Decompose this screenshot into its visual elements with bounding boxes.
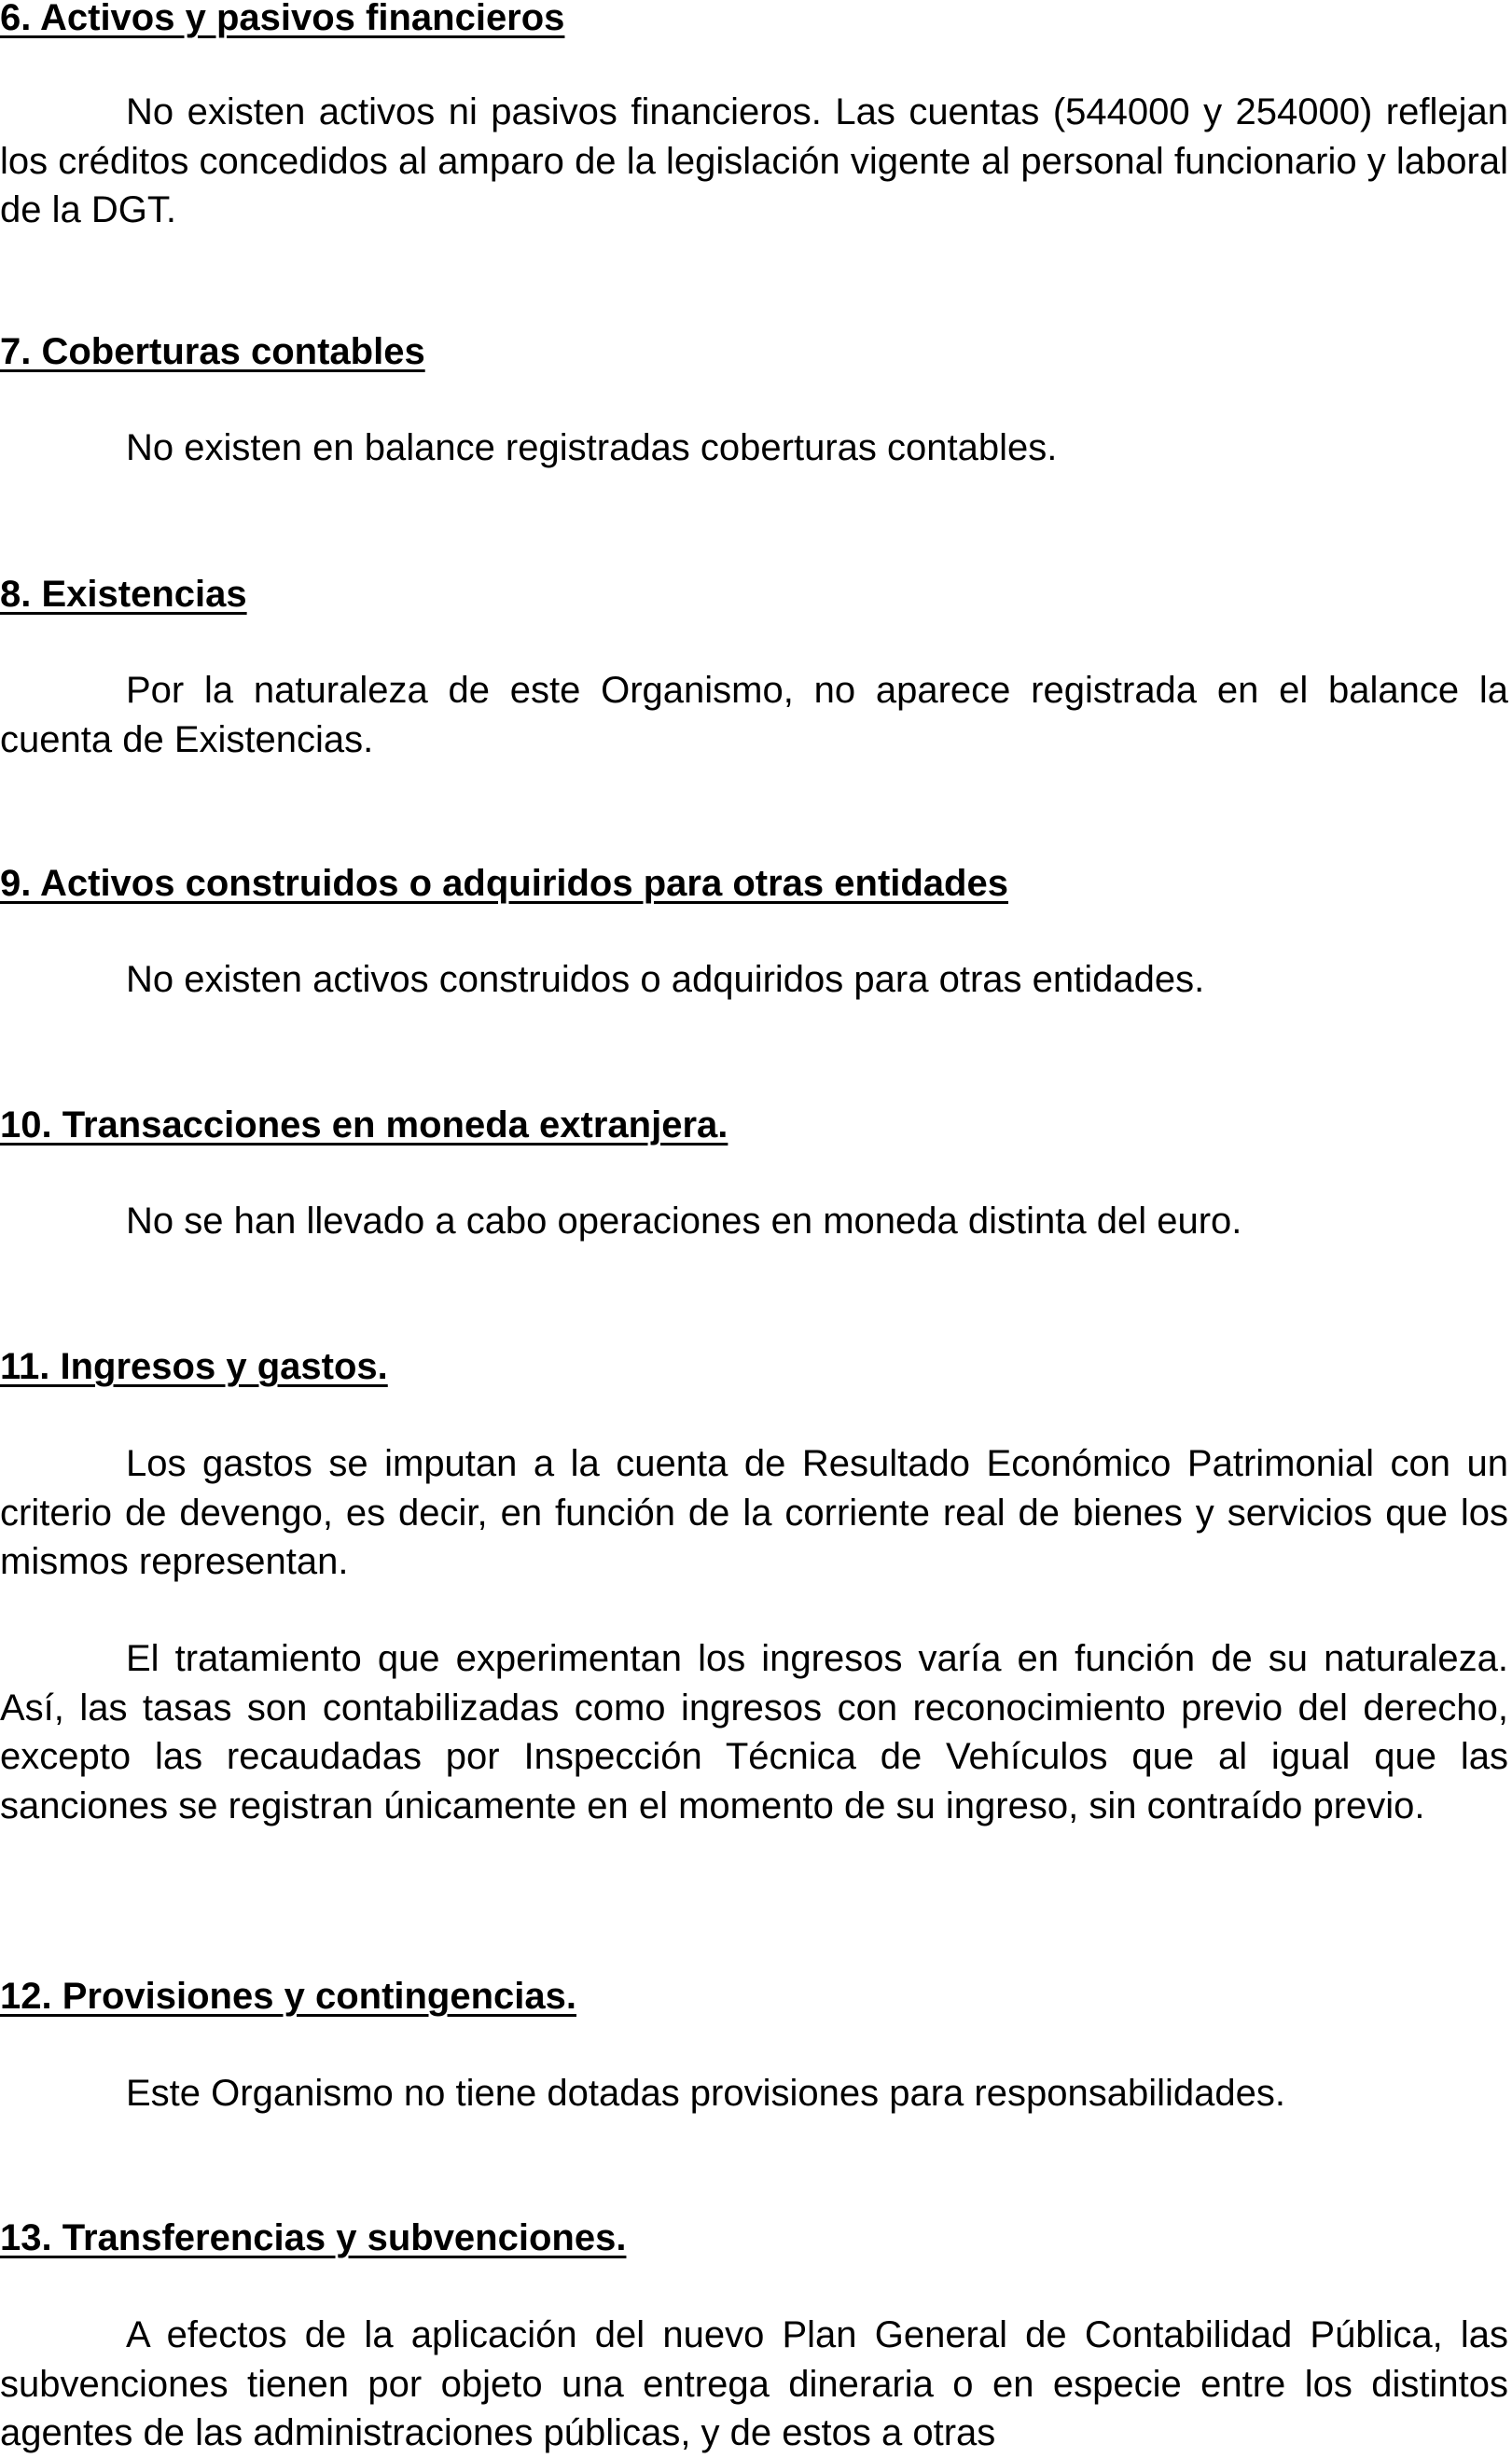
section-10-heading: 10. Transacciones en moneda extranjera.	[0, 1104, 728, 1146]
section-9-heading: 9. Activos construidos o adquiridos para otras entidades	[0, 863, 1008, 904]
section-11-heading: 11. Ingresos y gastos.	[0, 1346, 388, 1387]
section-8-paragraph: Por la naturaleza de este Organismo, no aparece registrada en el balance la cuenta de Existencias.	[0, 670, 1508, 760]
section-13-paragraph: A efectos de la aplicación del nuevo Plan General de Contabilidad Pública, las subvenciones tienen por objeto una entrega dineraria o en especie entre los distintos agentes de las administraciones públicas, y de estos a otras	[0, 2314, 1508, 2453]
section-12-paragraph: Este Organismo no tiene dotadas provisiones para responsabilidades.	[126, 2073, 1285, 2114]
section-10-paragraph: No se han llevado a cabo operaciones en moneda distinta del euro.	[126, 1201, 1242, 1242]
section-11-paragraph-2: El tratamiento que experimentan los ingresos varía en función de su naturaleza. Así, las tasas son contabilizadas como ingresos con reconocimiento previo del derecho, excepto las recaudadas por Inspección Técnica de Vehículos que al igual que las sanciones se registran únicamente en el momento de su ingreso, sin contraído previo.	[0, 1638, 1508, 1826]
section-9-paragraph: No existen activos construidos o adquiridos para otras entidades.	[126, 959, 1205, 1000]
section-6-paragraph: No existen activos ni pasivos financieros. Las cuentas (544000 y 254000) reflejan los créditos concedidos al amparo de la legislación vigente al personal funcionario y laboral de la DGT.	[0, 91, 1508, 230]
section-12-heading: 12. Provisiones y contingencias.	[0, 1976, 577, 2017]
section-7-paragraph: No existen en balance registradas coberturas contables.	[126, 427, 1058, 468]
section-8-heading: 8. Existencias	[0, 574, 247, 615]
section-11-paragraph-1: Los gastos se imputan a la cuenta de Resultado Económico Patrimonial con un criterio de devengo, es decir, en función de la corriente real de bienes y servicios que los mismos representan.	[0, 1443, 1508, 1582]
section-7-heading: 7. Coberturas contables	[0, 331, 425, 372]
section-13-heading: 13. Transferencias y subvenciones.	[0, 2217, 627, 2258]
section-6-heading: 6. Activos y pasivos financieros	[0, 0, 565, 38]
